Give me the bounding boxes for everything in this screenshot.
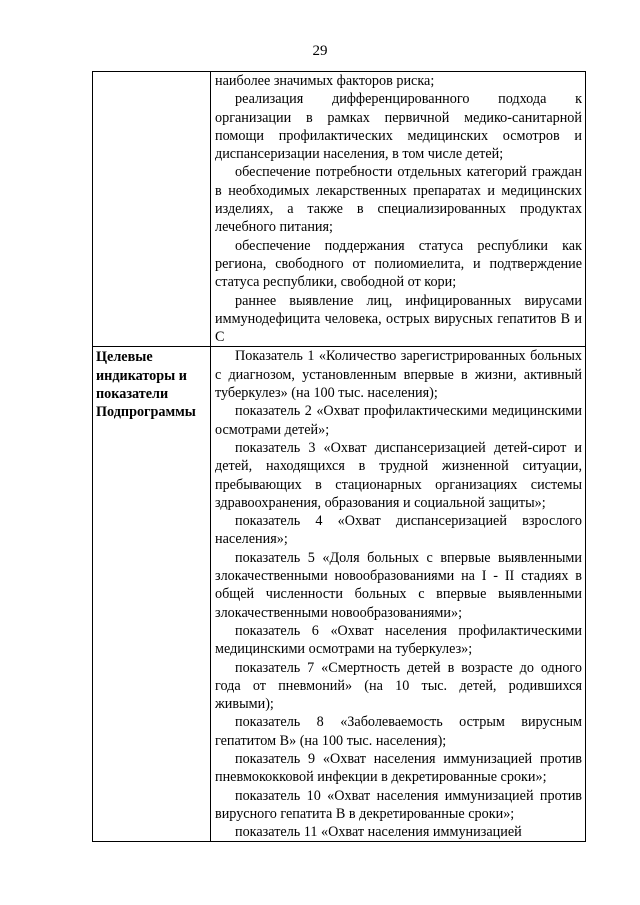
- paragraph: реализация дифференцированного подхода к организации в рамках первичной медико-санитарной помощи профилактических медицинских осмотров и диспансеризации населения, в том числе детей;: [215, 91, 582, 163]
- paragraph: показатель 2 «Охват профилактическими медицинскими осмотрами детей»;: [215, 403, 582, 438]
- paragraph: раннее выявление лиц, инфицированных вирусами иммунодефицита человека, острых вирусных гепатитов В и С: [215, 292, 582, 346]
- page-number: 29: [312, 43, 328, 59]
- paragraph: показатель 7 «Смертность детей в возрасте до одного года от пневмоний» (на 10 тыс. детей, родившихся живыми);: [215, 659, 582, 713]
- table-row: [93, 72, 586, 347]
- paragraph: показатель 8 «Заболеваемость острым вирусным гепатитом В» (на 100 тыс. населения);: [215, 714, 582, 749]
- paragraph: наиболее значимых факторов риска;: [215, 73, 435, 89]
- row-label-cell: [93, 347, 211, 842]
- row-label-cell: [93, 72, 211, 347]
- paragraph: Показатель 1 «Количество зарегистрированных больных с диагнозом, установленным впервые в жизни, активный туберкулез» (на 100 тыс. населения);: [215, 348, 582, 402]
- paragraph: показатель 4 «Охват диспансеризацией взрослого населения»;: [215, 513, 582, 548]
- table-row: [93, 347, 586, 842]
- row-label: [93, 72, 210, 73]
- paragraph: обеспечение поддержания статуса республики как региона, свободного от полиомиелита, и подтверждение статуса республики, свободной от кори;: [215, 237, 582, 291]
- paragraph: показатель 3 «Охват диспансеризацией детей-сирот и детей, находящихся в трудной жизненной ситуации, пребывающих в стационарных организациях системы здравоохранения, образования и социальной защиты»;: [215, 439, 582, 511]
- paragraph: показатель 10 «Охват населения иммунизацией против вирусного гепатита В в декретированные сроки»;: [215, 787, 582, 822]
- paragraph: показатель 9 «Охват населения иммунизацией против пневмококковой инфекции в декретированные сроки»;: [215, 750, 582, 786]
- paragraph: показатель 11 «Охват населения иммунизацией: [235, 824, 522, 841]
- row-label: Целевые индикаторы и показатели Подпрограммы: [96, 349, 196, 421]
- paragraph: показатель 6 «Охват населения профилактическими медицинскими осмотрами на туберкулез»;: [215, 622, 582, 658]
- row-content-cell: [211, 72, 586, 347]
- subprogram-passport-table: [92, 71, 586, 842]
- row-content-cell: [211, 347, 586, 842]
- paragraph: показатель 5 «Доля больных с впервые выявленными злокачественными новообразованиями на I - II стадиях в общей численности больных с впервые выявленными злокачественными новообразованиями»;: [215, 549, 582, 621]
- paragraph: обеспечение потребности отдельных категорий граждан в необходимых лекарственных препаратах и медицинских изделиях, а также в специализированных продуктах лечебного питания;: [215, 164, 582, 236]
